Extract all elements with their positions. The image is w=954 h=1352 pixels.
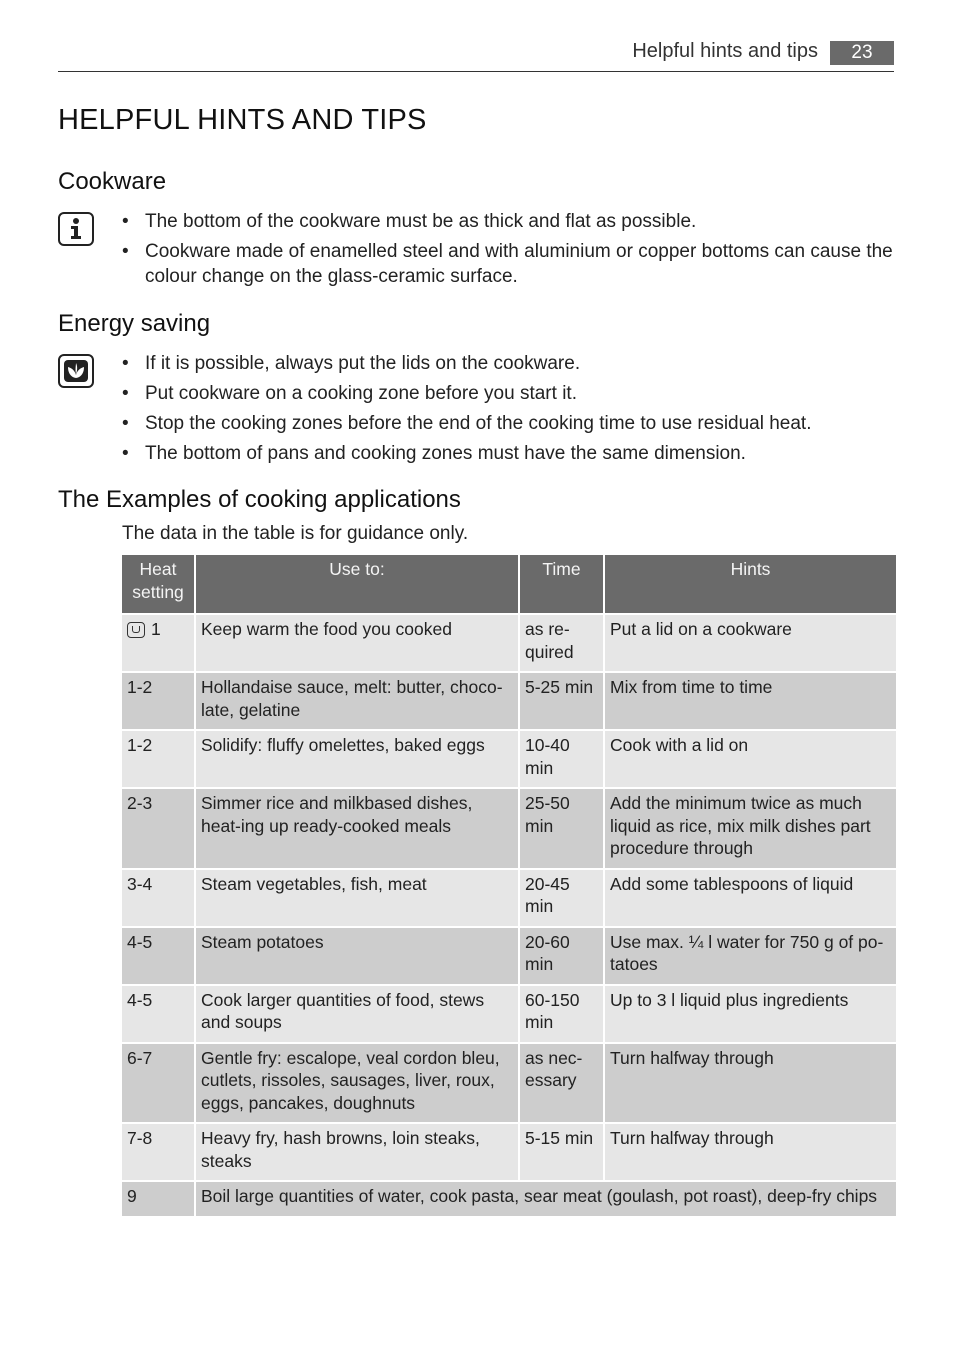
hint-cell: Turn halfway through — [605, 1044, 896, 1123]
use-cell: Heavy fry, hash browns, loin steaks, steaks — [196, 1124, 518, 1180]
info-icon — [58, 212, 94, 246]
use-cell: Simmer rice and milkbased dishes, heat-ing up ready-cooked meals — [196, 789, 518, 868]
use-cell: Steam vegetables, fish, meat — [196, 870, 518, 926]
time-cell: 25-50 min — [520, 789, 603, 868]
cookware-tips-list — [120, 209, 896, 294]
use-cell: Cook larger quantities of food, stews and soups — [196, 986, 518, 1042]
time-cell: 10-40 min — [520, 731, 603, 787]
heat-setting-cell: 4-5 — [122, 986, 194, 1042]
leaf-icon — [58, 354, 94, 388]
cooking-applications-table — [120, 553, 898, 1218]
cookware-tip: • Cookware made of enamelled steel and with aluminium or copper bottoms can cause the colour change on the glass-ceramic surface. — [120, 239, 896, 289]
page-title: HELPFUL HINTS AND TIPS — [58, 104, 427, 136]
use-cell: Solidify: fluffy omelettes, baked eggs — [196, 731, 518, 787]
table-row — [122, 673, 896, 729]
time-cell: 20-45 min — [520, 870, 603, 926]
hint-cell: Use max. ¼ l water for 750 g of po-tatoes — [605, 928, 896, 984]
heat-setting-cell: 2-3 — [122, 789, 194, 868]
time-cell: as nec-essary — [520, 1044, 603, 1123]
use-cell: Keep warm the food you cooked — [196, 615, 518, 671]
heat-setting-value: 1 — [151, 619, 161, 639]
energy-tip: • Stop the cooking zones before the end of the cooking time to use residual heat. — [120, 411, 896, 436]
heat-setting-cell: 1-2 — [122, 673, 194, 729]
hint-cell: Mix from time to time — [605, 673, 896, 729]
column-header-hints: Hints — [605, 555, 896, 613]
column-header-heat-setting: Heat setting — [122, 555, 194, 613]
energy-tip: • The bottom of pans and cooking zones must have the same dimension. — [120, 441, 896, 466]
time-cell: 5-25 min — [520, 673, 603, 729]
table-header-row — [122, 555, 896, 613]
heat-setting-cell: 9 — [122, 1182, 194, 1216]
table-row — [122, 731, 896, 787]
heat-setting-cell: 1-2 — [122, 731, 194, 787]
energy-tip: • If it is possible, always put the lids on the cookware. — [120, 351, 896, 376]
energy-tip: • Put cookware on a cooking zone before you start it. — [120, 381, 896, 406]
cookware-tip: • The bottom of the cookware must be as thick and flat as possible. — [120, 209, 896, 234]
header-section-label: Helpful hints and tips — [632, 40, 818, 62]
table-row — [122, 615, 896, 671]
table-row — [122, 928, 896, 984]
table-row — [122, 1182, 896, 1216]
energy-tips-list — [120, 351, 896, 471]
table-row — [122, 789, 896, 868]
page-header — [58, 38, 894, 72]
hint-cell: Put a lid on a cookware — [605, 615, 896, 671]
use-cell: Gentle fry: escalope, veal cordon bleu, cutlets, rissoles, sausages, liver, roux, eggs, pancakes, doughnuts — [196, 1044, 518, 1123]
hint-cell: Add some tablespoons of liquid — [605, 870, 896, 926]
hint-cell: Add the minimum twice as much liquid as rice, mix milk dishes part procedure through — [605, 789, 896, 868]
table-row — [122, 986, 896, 1042]
examples-heading: The Examples of cooking applications — [58, 486, 461, 513]
keep-warm-icon — [127, 622, 145, 638]
column-header-use-to: Use to: — [196, 555, 518, 613]
heat-setting-cell: 7-8 — [122, 1124, 194, 1180]
time-cell: as re-quired — [520, 615, 603, 671]
hint-cell: Up to 3 l liquid plus ingredients — [605, 986, 896, 1042]
use-cell: Boil large quantities of water, cook pasta, sear meat (goulash, pot roast), deep-fry chips — [196, 1182, 896, 1216]
hint-cell: Turn halfway through — [605, 1124, 896, 1180]
time-cell: 60-150 min — [520, 986, 603, 1042]
table-row — [122, 1044, 896, 1123]
heat-setting-cell — [122, 615, 194, 671]
table-row — [122, 870, 896, 926]
use-cell: Hollandaise sauce, melt: butter, choco-late, gelatine — [196, 673, 518, 729]
time-cell: 20-60 min — [520, 928, 603, 984]
use-cell: Steam potatoes — [196, 928, 518, 984]
heat-setting-cell: 3-4 — [122, 870, 194, 926]
column-header-time: Time — [520, 555, 603, 613]
heat-setting-cell: 6-7 — [122, 1044, 194, 1123]
cookware-heading: Cookware — [58, 168, 167, 195]
heat-setting-cell: 4-5 — [122, 928, 194, 984]
table-row — [122, 1124, 896, 1180]
hint-cell: Cook with a lid on — [605, 731, 896, 787]
table-note: The data in the table is for guidance only. — [122, 523, 469, 544]
page-number: 23 — [830, 41, 894, 65]
energy-saving-heading: Energy saving — [58, 310, 211, 337]
time-cell: 5-15 min — [520, 1124, 603, 1180]
